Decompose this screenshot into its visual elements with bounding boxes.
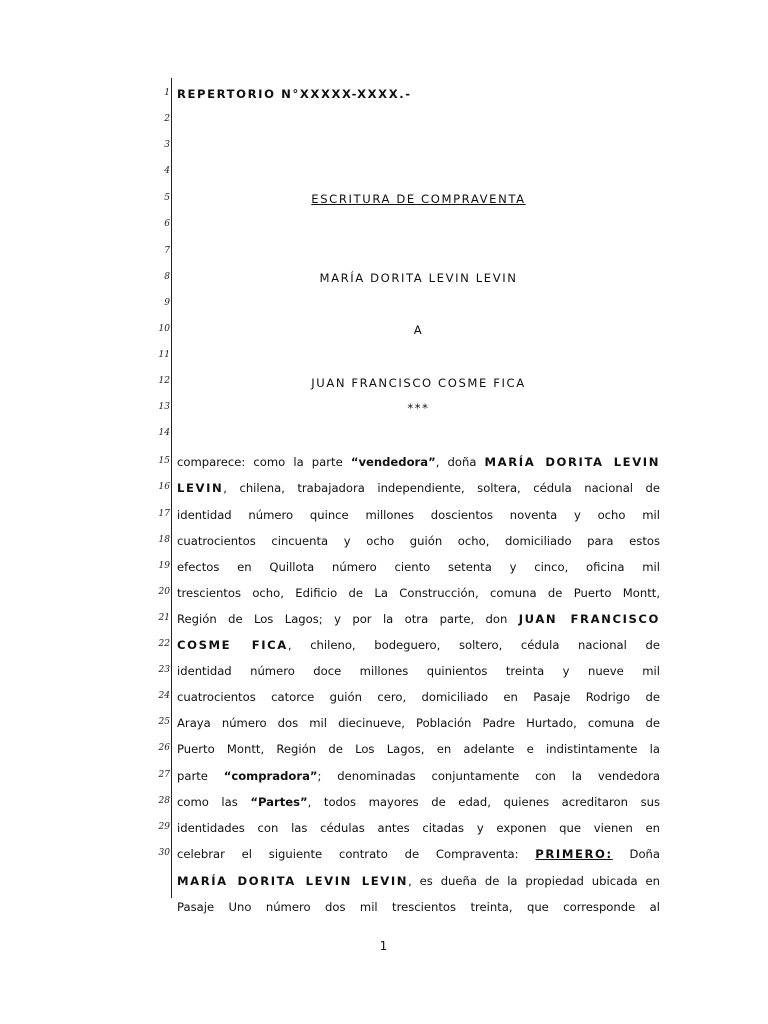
body-line-21 bbox=[177, 611, 660, 627]
body-line-19: efectos en Quillota número ciento setenta y cinco, oficina mil bbox=[177, 560, 660, 574]
body-line-16 bbox=[177, 480, 660, 496]
line-number: 29 bbox=[158, 822, 170, 832]
line-number: 22 bbox=[158, 639, 170, 649]
line-number: 21 bbox=[158, 613, 170, 623]
buyer-name: JUAN FRANCISCO bbox=[518, 612, 660, 626]
text: comparece: como la parte bbox=[177, 455, 351, 469]
body-line-25: Araya número dos mil diecinueve, Población Padre Hurtado, comuna de bbox=[177, 716, 660, 730]
line-number: 18 bbox=[158, 535, 170, 545]
text: , chileno, bodeguero, soltero, cédula nacional de bbox=[287, 638, 660, 652]
line-number: 3 bbox=[164, 140, 170, 150]
document-title: ESCRITURA DE COMPRAVENTA bbox=[311, 192, 526, 206]
line-number: 16 bbox=[158, 482, 170, 492]
body-line-24: cuatrocientos catorce guión cero, domiciliado en Pasaje Rodrigo de bbox=[177, 690, 660, 704]
body-line-22 bbox=[177, 637, 660, 653]
line-number: 5 bbox=[164, 193, 170, 203]
line-number: 25 bbox=[158, 717, 170, 727]
term-vendedora: “vendedora” bbox=[350, 455, 436, 469]
line-number: 1 bbox=[164, 88, 170, 98]
line-number: 7 bbox=[164, 246, 170, 256]
line-number: 15 bbox=[158, 456, 170, 466]
seller-name: LEVIN bbox=[177, 481, 224, 495]
body-line-23: identidad número doce millones quinientos treinta y nueve mil bbox=[177, 664, 660, 678]
repertorio-line: REPERTORIO N°XXXXX-XXXX.- bbox=[177, 87, 412, 101]
term-partes: “Partes” bbox=[250, 795, 308, 809]
line-number: 28 bbox=[158, 796, 170, 806]
party-b-name: JUAN FRANCISCO COSME FICA bbox=[311, 376, 526, 390]
line-number: 17 bbox=[158, 509, 170, 519]
party-a-name: MARÍA DORITA LEVIN LEVIN bbox=[319, 271, 518, 285]
body-line-18: cuatrocientos cincuenta y ocho guión ocho, domiciliado para estos bbox=[177, 534, 660, 548]
line-number: 30 bbox=[158, 848, 170, 858]
text: , es dueña de la propiedad ubicada en bbox=[408, 874, 661, 888]
line-number: 13 bbox=[158, 402, 170, 412]
line-number: 4 bbox=[164, 166, 170, 176]
line-number: 9 bbox=[164, 298, 170, 308]
seller-name: MARÍA DORITA LEVIN LEVIN bbox=[177, 874, 409, 888]
body-line-17: identidad número quince millones doscientos noventa y ocho mil bbox=[177, 508, 660, 522]
text: ; denominadas conjuntamente con la vendedora bbox=[317, 769, 660, 783]
line-number: 26 bbox=[158, 743, 170, 753]
text: celebrar el siguiente contrato de Compraventa: bbox=[177, 847, 536, 861]
line-number: 19 bbox=[158, 561, 170, 571]
line-number: 24 bbox=[158, 691, 170, 701]
text: parte bbox=[177, 769, 224, 783]
text: Doña bbox=[612, 847, 660, 861]
line-number: 27 bbox=[158, 770, 170, 780]
term-compradora: “compradora” bbox=[223, 769, 318, 783]
body-line-20: trescientos ocho, Edificio de La Construcción, comuna de Puerto Montt, bbox=[177, 586, 660, 600]
body-line-28 bbox=[177, 794, 660, 810]
text: , chilena, trabajadora independiente, soltera, cédula nacional de bbox=[223, 481, 660, 495]
line-number: 6 bbox=[164, 219, 170, 229]
text: como las bbox=[177, 795, 251, 809]
line-number: 8 bbox=[164, 272, 170, 282]
asterisks: *** bbox=[407, 401, 430, 415]
page-number: 1 bbox=[379, 939, 389, 953]
body-line-27 bbox=[177, 768, 660, 784]
buyer-name: COSME FICA bbox=[177, 638, 288, 652]
body-line-29: identidades con las cédulas antes citadas y exponen que vienen en bbox=[177, 821, 660, 835]
margin-rule bbox=[171, 78, 172, 898]
text: , doña bbox=[435, 455, 485, 469]
line-number: 2 bbox=[164, 114, 170, 124]
seller-name: MARÍA DORITA LEVIN bbox=[484, 455, 660, 469]
body-line-30 bbox=[177, 846, 660, 862]
body-line-31 bbox=[177, 873, 660, 889]
line-number: 11 bbox=[158, 350, 170, 360]
body-line-32: Pasaje Uno número dos mil trescientos treinta, que corresponde al bbox=[177, 900, 660, 914]
line-number: 23 bbox=[158, 665, 170, 675]
body-line-15 bbox=[177, 454, 660, 470]
text: , todos mayores de edad, quienes acreditaron sus bbox=[307, 795, 660, 809]
clause-primero: PRIMERO: bbox=[535, 847, 613, 861]
connector-a: A bbox=[413, 323, 424, 337]
body-line-26: Puerto Montt, Región de Los Lagos, en adelante e indistintamente la bbox=[177, 742, 660, 756]
line-number: 14 bbox=[158, 428, 170, 438]
line-number: 20 bbox=[158, 587, 170, 597]
line-number: 10 bbox=[158, 324, 170, 334]
text: Región de Los Lagos; y por la otra parte, don bbox=[177, 612, 519, 626]
line-number: 12 bbox=[158, 376, 170, 386]
